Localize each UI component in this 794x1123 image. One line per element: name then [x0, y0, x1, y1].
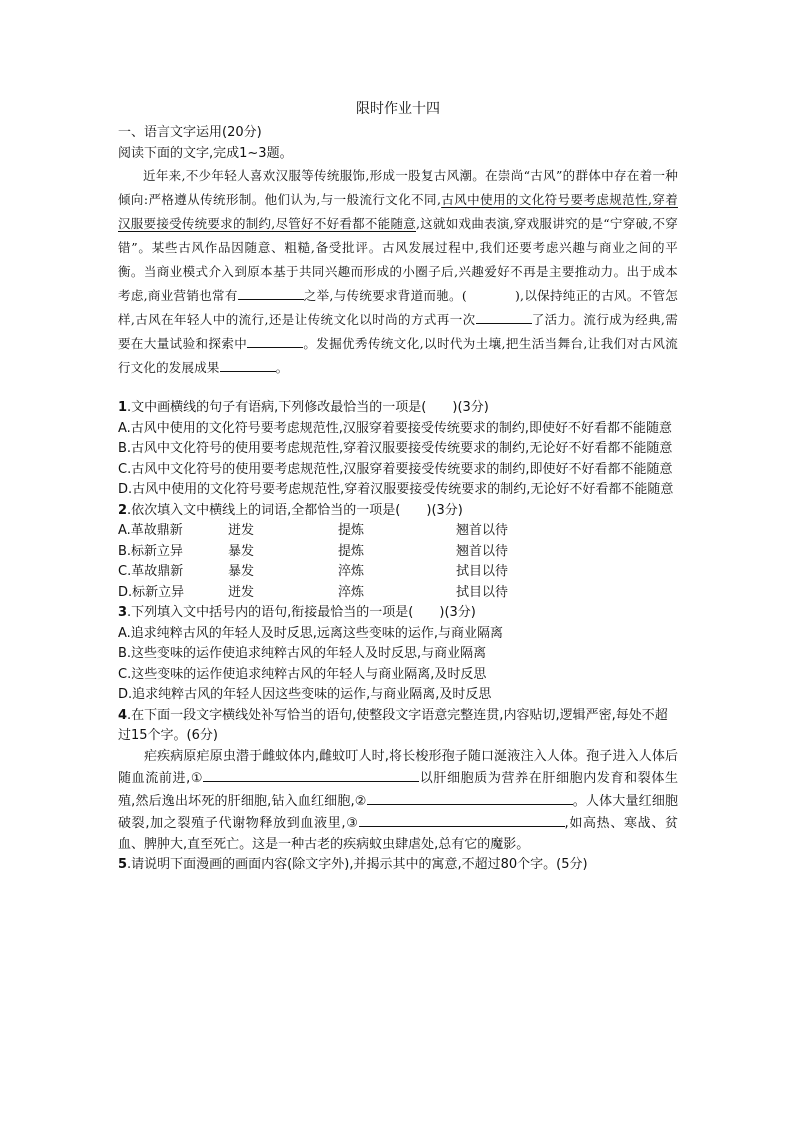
q1-option-a: A.古风中使用的文化符号要考虑规范性,汉服穿着要接受传统要求的制约,即使好不好看都不能随意	[118, 420, 673, 436]
passage-text: ),以保持纯正的古风。不管怎样,古风在年轻人中的流行,还是让传统文化以时尚的方式再一次	[118, 288, 679, 327]
spacer	[118, 380, 678, 398]
section-heading: 一、语言文字运用(20分)	[118, 125, 262, 140]
q2-cell: B.标新立异	[118, 543, 184, 559]
question-4-stem: 4.在下面一段文字横线处补写恰当的语句,使整段文字语意完整连贯,内容贴切,逻辑严密,每处不超过15个字。(6分)	[118, 707, 668, 743]
q2-cell: 拭目以待	[456, 564, 509, 579]
reading-passage	[118, 164, 678, 380]
q2-cell: 淬炼	[338, 564, 365, 579]
q2-cell: 暴发	[228, 543, 255, 559]
q1-option-b: B.古风中文化符号的使用要考虑规范性,穿着汉服要接受传统要求的制约,无论好不好看都不能随意	[118, 441, 673, 456]
passage-text: ,这就如戏曲表演,穿戏服讲究的是“宁穿破,不穿错”。某些古风作品因随意、粗糙,备受批评。古风发展过程中,我们还要考虑兴趣与商业之间的平衡。当商业模式介入到原本基于共同兴趣而形成的小圈子后,兴趣爱好不再是主要推动力。出于成本考虑,商业营销也常有	[118, 216, 678, 303]
q3-option-a: A.追求纯粹古风的年轻人及时反思,远离这些变味的运作,与商业隔离	[118, 625, 504, 641]
instruction: 阅读下面的文字,完成1~3题。	[118, 145, 293, 161]
q2-cell: D.标新立异	[118, 584, 185, 600]
blank-line	[476, 309, 532, 324]
blank-line	[247, 333, 303, 348]
passage-text: 。	[275, 360, 289, 375]
q2-cell: 迸发	[228, 584, 255, 600]
q3-option-b: B.这些变味的运作使追求纯粹古风的年轻人及时反思,与商业隔离	[118, 646, 487, 661]
q1-option-d: D.古风中使用的文化符号要考虑规范性,穿着汉服要接受传统要求的制约,无论好不好看都不能随意	[118, 482, 674, 497]
q2-cell: 拭目以待	[456, 584, 509, 600]
question-5-stem: 5.请说明下面漫画的画面内容(除文字外),并揭示其中的寓意,不超过80个字。(5分)	[118, 857, 588, 872]
answer-blank-3[interactable]	[359, 812, 565, 827]
underlined-sentence: 古风中使用的文化符号要考虑规范性,穿着汉服要接受传统要求的制约,尽管好不好看都不能随意	[118, 192, 678, 231]
q2-cell: 暴发	[228, 564, 255, 579]
document-content	[118, 100, 678, 876]
question-3-stem: 3.下列填入文中括号内的语句,衔接最恰当的一项是( )(3分)	[118, 605, 476, 620]
question-2-stem: 2.依次填入文中横线上的词语,全都恰当的一项是( )(3分)	[118, 502, 463, 518]
q3-option-c: C.这些变味的运作使追求纯粹古风的年轻人与商业隔离,及时反思	[118, 666, 487, 682]
blank-line	[238, 285, 304, 300]
page-title: 限时作业十四	[356, 101, 440, 117]
q2-cell: 淬炼	[338, 584, 365, 600]
parenthesis-blank	[467, 286, 515, 300]
q2-cell: 翘首以待	[456, 523, 509, 538]
q2-options-grid	[118, 521, 678, 603]
q2-cell: C.革故鼎新	[118, 564, 184, 579]
q2-cell: 迸发	[228, 523, 255, 538]
q2-cell: 提炼	[338, 523, 365, 538]
passage-text: 近年来,不少年轻人喜欢汉服等传统服饰,形成一股复古风潮。在崇尚“古风”的群体中存在着一种倾向:严格遵从传统形制。他们认为,与一般流行文化不同,	[118, 168, 678, 207]
passage-text: 。发掘优秀传统文化,以时代为土壤,把生活当舞台,让我们对古风流行文化的发展成果	[118, 336, 678, 375]
answer-blank-2[interactable]	[367, 790, 573, 805]
passage-text: 之举,与传统要求背道而驰。(	[303, 288, 467, 303]
q2-cell: A.革故鼎新	[118, 523, 183, 538]
q2-cell: 翘首以待	[456, 543, 509, 559]
passage-text: 了活力。流行成为经典,需要在大量试验和探索中	[118, 312, 679, 351]
q4-passage: 疟疾病原疟原虫潜于雌蚊体内,雌蚊叮人时,将长梭形孢子随口涎液注入人体。孢子进入人体后随血流前进,① 以肝细胞质为营养在肝细胞内发育和裂体生殖,然后逸出坏死的肝细胞,钻入血红细胞,② 。人体大量红细胞破裂,加之裂殖子代谢物释放到血液里,③ ,如高热、寒战、贫血、脾肿大,直至死亡。这是一种古老的疾病蚊虫肆虐处,总有它的魔影。	[118, 748, 678, 852]
q1-option-c: C.古风中文化符号的使用要考虑规范性,汉服穿着要接受传统要求的制约,即使好不好看都不能随意	[118, 461, 673, 477]
question-1-stem: 1.文中画横线的句子有语病,下列修改最恰当的一项是( )(3分)	[118, 400, 489, 415]
q3-option-d: D.追求纯粹古风的年轻人因这些变味的运作,与商业隔离,及时反思	[118, 687, 492, 702]
answer-blank-1[interactable]	[203, 767, 419, 782]
q2-cell: 提炼	[338, 543, 365, 559]
blank-line	[220, 357, 276, 372]
